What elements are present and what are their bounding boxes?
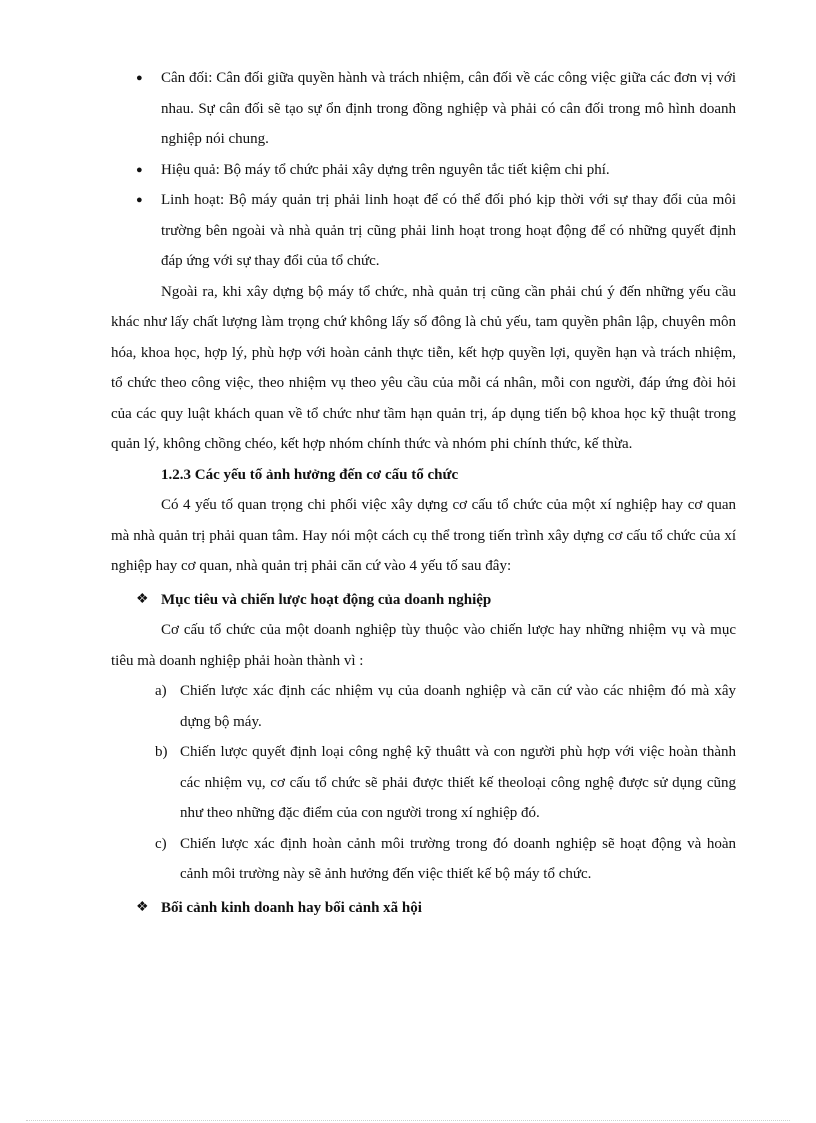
diamond-bullet-icon: ❖: [136, 899, 149, 915]
factor-heading-1: [111, 585, 736, 616]
paragraph-factor-1: Cơ cấu tổ chức của một doanh nghiệp tùy thuộc vào chiến lược hay những nhiệm vụ và mục tiêu mà doanh nghiệp phải hoàn thành vì :: [111, 622, 736, 669]
factor-heading-text: Mục tiêu và chiến lược hoạt động của doanh nghiệp: [161, 591, 492, 608]
list-item-c: [111, 829, 736, 890]
paragraph-ngoai-ra: Ngoài ra, khi xây dựng bộ máy tổ chức, nhà quản trị cũng cần phải chú ý đến những yếu cầu khác như lấy chất lượng làm trọng chứ không lấy số đông là chủ yếu, tam quyền phân lập, chuyên môn hóa, khoa học, hợp lý, phù hợp với hoàn cảnh thực tiễn, kết hợp quyền lợi, quyền hạn và trách nhiệm, tổ chức theo công việc, theo nhiệm vụ theo yêu cầu của mỗi cá nhân, mỗi con người, đáp ứng đòi hỏi của các quy luật khách quan về tổ chức như tầm hạn quản trị, áp dụng tiến bộ khoa học kỹ thuật trong quản lý, không chồng chéo, kết hợp nhóm chính thức và nhóm phi chính thức, kế thừa.: [111, 283, 736, 452]
section-heading: 1.2.3 Các yếu tố ảnh hưởng đến cơ cấu tổ chức: [161, 466, 459, 483]
bullet-icon: ●: [136, 163, 143, 176]
list-marker: c): [155, 835, 167, 852]
diamond-bullet-icon: ❖: [136, 591, 149, 607]
list-item-a: [111, 676, 736, 737]
list-marker: b): [155, 744, 168, 760]
bullet-text: Hiệu quả: Bộ máy tổ chức phải xây dựng trên nguyên tắc tiết kiệm chi phí.: [161, 161, 610, 178]
bullet-icon: ●: [136, 194, 143, 206]
list-item-text: Chiến lược xác định hoàn cảnh môi trường trong đó doanh nghiệp sẽ hoạt động và hoàn cảnh môi trường này sẽ ảnh hưởng đến việc thiết kế bộ máy tổ chức.: [180, 835, 736, 882]
paragraph-factors-intro: Có 4 yếu tố quan trọng chi phối việc xây dựng cơ cấu tổ chức của một xí nghiệp hay cơ quan mà nhà quản trị phải quan tâm. Hay nói một cách cụ thể trong tiến trình xây dựng cơ cấu tổ chức của xí nghiệp hay cơ quan, nhà quản trị phải căn cứ vào 4 yếu tố sau đây:: [111, 497, 736, 574]
factor-heading-text: Bối cảnh kinh doanh hay bối cảnh xã hội: [161, 899, 422, 916]
bullet-icon: ●: [136, 72, 143, 84]
bullet-item-can-doi: [111, 63, 736, 155]
bullet-item-hieu-qua: [111, 155, 736, 186]
document-body: [111, 63, 736, 923]
list-item-b: [111, 737, 736, 829]
factor-heading-2: [111, 893, 736, 924]
list-item-text: Chiến lược xác định các nhiệm vụ của doanh nghiệp và căn cứ vào các nhiệm đó mà xây dựng bộ máy.: [180, 683, 736, 730]
page-bottom-rule: [26, 1120, 790, 1121]
list-marker: a): [155, 683, 167, 699]
bullet-text: Cân đối: Cân đối giữa quyền hành và trách nhiệm, cân đối về các công việc giữa các đơn vị với nhau. Sự cân đối sẽ tạo sự ổn định trong đồng nghiệp và phải có cân đối trong mô hình doanh nghiệp nói chung.: [161, 70, 736, 147]
list-item-text: Chiến lược quyết định loại công nghệ kỹ thuâtt và con người phù hợp với việc hoàn thành các nhiệm vụ, cơ cấu tổ chức sẽ phải được thiết kế theoloại công nghệ được sử dụng cũng như theo những đặc điểm của con người trong xí nghiệp đó.: [180, 744, 736, 821]
bullet-text: Linh hoạt: Bộ máy quản trị phải linh hoạt để có thể đối phó kịp thời với sự thay đổi của môi trường bên ngoài và nhà quản trị cũng phải linh hoạt trong hoạt động để có những quyết định đáp ứng với sự thay đổi của tổ chức.: [161, 192, 736, 269]
bullet-item-linh-hoat: [111, 185, 736, 277]
